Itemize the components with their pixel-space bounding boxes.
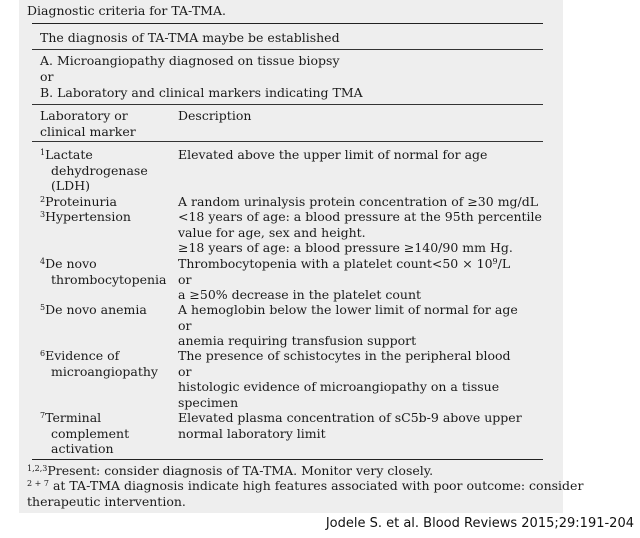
row-desc-microangiopathy: The presence of schistocytes in the peripheral blood or histologic evidence of microangiopathy on a tissue specimen <box>178 348 511 410</box>
column-header-marker: Laboratory or clinical marker <box>40 108 136 139</box>
option-b: B. Laboratory and clinical markers indicating TMA <box>40 85 363 100</box>
row-desc-ldh: Elevated above the upper limit of normal for age <box>178 147 488 162</box>
option-a: A. Microangiopathy diagnosed on tissue biopsy <box>40 53 340 68</box>
row-desc-anemia: A hemoglobin below the lower limit of normal for age or anemia requiring transfusion support <box>178 302 518 348</box>
diagnosis-title: The diagnosis of TA-TMA maybe be established <box>40 30 340 45</box>
row-marker-proteinuria: $^2$Proteinuria <box>40 194 117 209</box>
row-marker-ldh: $^1$Lactate dehydrogenase (LDH) <box>40 147 148 193</box>
row-desc-proteinuria: A random urinalysis protein concentration of ≥30 mg/dL <box>178 194 539 209</box>
row-desc-hypertension: <18 years of age: a blood pressure at the 95th percentile value for age, sex and height. ≥18 years of age: a blood pressure ≥140/90 mm Hg. <box>178 209 542 255</box>
option-or: or <box>40 69 54 84</box>
row-marker-hypertension: $^3$Hypertension <box>40 209 131 224</box>
row-marker-microangiopathy: $^6$Evidence of microangiopathy <box>40 348 158 379</box>
bottom-rule <box>32 459 543 460</box>
row-desc-thrombocytopenia: Thrombocytopenia with a platelet count<50 × $10^9/L$ or a ≥50% decrease in the platelet count <box>178 256 511 302</box>
row-marker-anemia: $^5$De novo anemia <box>40 302 147 317</box>
top-rule <box>32 23 543 24</box>
row-desc-complement: Elevated plasma concentration of sC5b-9 above upper normal laboratory limit <box>178 410 522 441</box>
row-marker-complement: $^7$Terminal complement activation <box>40 410 130 456</box>
footnote-2: $^{2 + 7}$ at TA-TMA diagnosis indicate high features associated with poor outcome: consider <box>27 478 584 493</box>
citation: Jodele S. et al. Blood Reviews 2015;29:191-204 <box>325 516 634 531</box>
header-rule <box>32 49 543 50</box>
column-rule <box>32 141 543 142</box>
table-caption: Diagnostic criteria for TA-TMA. <box>27 3 226 18</box>
options-rule <box>32 104 543 105</box>
footnote-1: $^{1,2,3}$Present: consider diagnosis of TA-TMA. Monitor very closely. <box>27 463 434 478</box>
column-header-description: Description <box>178 108 252 123</box>
row-marker-thrombocytopenia: $^4$De novo thrombocytopenia <box>40 256 167 287</box>
footnote-2-line2: therapeutic intervention. <box>27 494 186 509</box>
